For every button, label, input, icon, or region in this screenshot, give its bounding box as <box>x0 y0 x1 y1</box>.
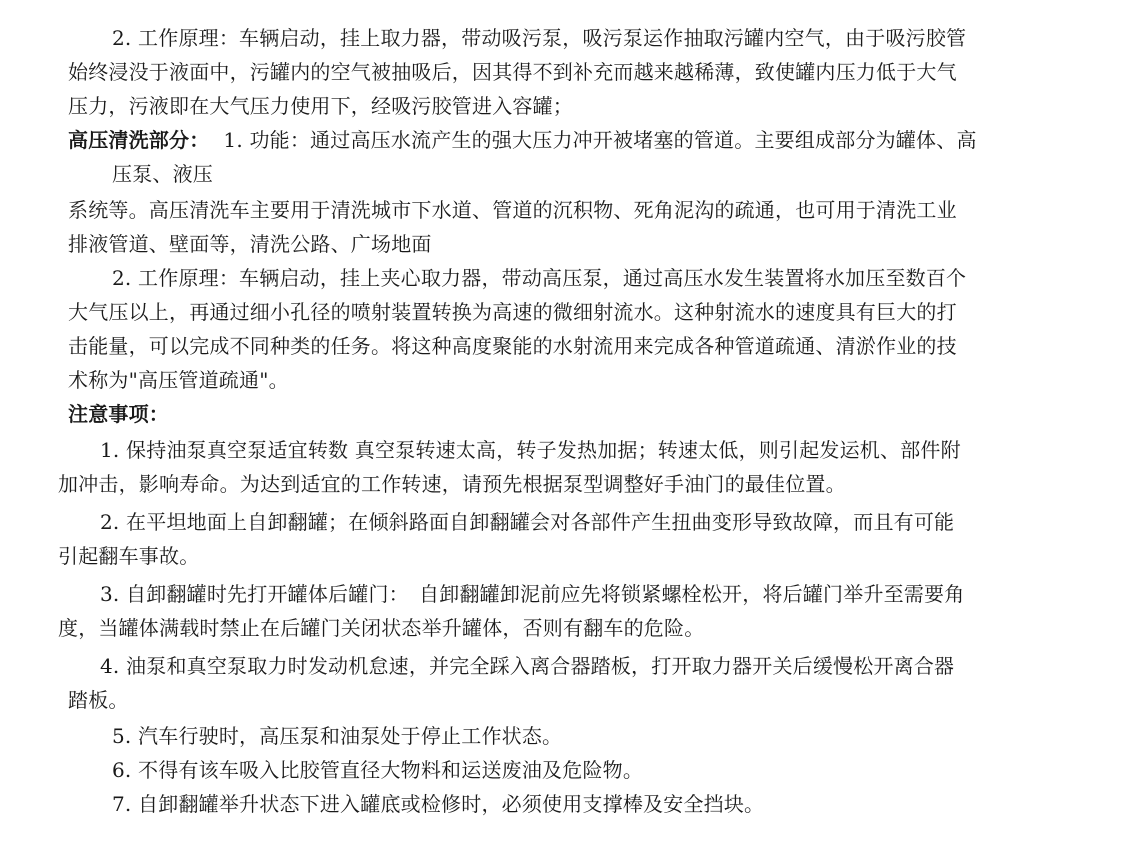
note-5: 5. 汽车行驶时，高压泵和油泵处于停止工作状态。 <box>112 724 563 748</box>
note-7: 7. 自卸翻罐举升状态下进入罐底或检修时，必须使用支撑棒及安全挡块。 <box>112 792 765 816</box>
note-2-line-2: 引起翻车事故。 <box>58 544 200 568</box>
high-pressure-function-line-4: 排液管道、壁面等，清洗公路、广场地面 <box>68 232 432 256</box>
note-1-line-1: 1. 保持油泵真空泵适宜转数 真空泵转速太高，转子发热加据；转速太低，则引起发运机、部件附 <box>100 438 961 462</box>
high-pressure-function-line-3: 系统等。高压清洗车主要用于清洗城市下水道、管道的沉积物、死角泥沟的疏通，也可用于清洗工业 <box>68 198 957 222</box>
note-2-line-1: 2. 在平坦地面上自卸翻罐；在倾斜路面自卸翻罐会对各部件产生扭曲变形导致故障，而且有可能 <box>100 510 955 534</box>
high-pressure-function-text: 1. 功能：通过高压水流产生的强大压力冲开被堵塞的管道。主要组成部分为罐体、高 <box>223 128 977 152</box>
suction-principle-line-1: 2. 工作原理：车辆启动，挂上取力器，带动吸污泵，吸污泵运作抽取污罐内空气，由于吸污胶管 <box>112 26 967 50</box>
note-3-line-2: 度，当罐体满载时禁止在后罐门关闭状态举升罐体，否则有翻车的危险。 <box>58 616 705 640</box>
notes-heading: 注意事项： <box>68 402 169 426</box>
high-pressure-function-line-2: 压泵、液压 <box>112 162 213 186</box>
note-4-line-2: 踏板。 <box>68 688 129 712</box>
note-6: 6. 不得有该车吸入比胶管直径大物料和运送废油及危险物。 <box>112 758 644 782</box>
note-4-line-1: 4. 油泵和真空泵取力时发动机怠速，并完全踩入离合器踏板，打开取力器开关后缓慢松开离合器 <box>100 654 955 678</box>
high-pressure-function-line-1 <box>68 126 977 154</box>
high-pressure-principle-line-4: 术称为"高压管道疏通"。 <box>68 368 289 392</box>
high-pressure-principle-line-3: 击能量，可以完成不同种类的任务。将这种高度聚能的水射流用来完成各种管道疏通、清淤作业的技 <box>68 334 957 358</box>
note-1-line-2: 加冲击，影响寿命。为达到适宜的工作转速，请预先根据泵型调整好手油门的最佳位置。 <box>58 472 846 496</box>
note-3-line-1: 3. 自卸翻罐时先打开罐体后罐门： 自卸翻罐卸泥前应先将锁紧螺栓松开，将后罐门举升至需要角 <box>100 582 965 606</box>
high-pressure-principle-line-2: 大气压以上，再通过细小孔径的喷射装置转换为高速的微细射流水。这种射流水的速度具有巨大的打 <box>68 300 957 324</box>
suction-principle-line-2: 始终浸没于液面中，污罐内的空气被抽吸后，因其得不到补充而越来越稀薄，致使罐内压力低于大气 <box>68 60 957 84</box>
high-pressure-heading: 高压清洗部分： <box>68 128 210 152</box>
suction-principle-line-3: 压力，污液即在大气压力使用下，经吸污胶管进入容罐； <box>68 94 573 118</box>
high-pressure-principle-line-1: 2. 工作原理：车辆启动，挂上夹心取力器，带动高压泵，通过高压水发生装置将水加压至数百个 <box>112 266 967 290</box>
